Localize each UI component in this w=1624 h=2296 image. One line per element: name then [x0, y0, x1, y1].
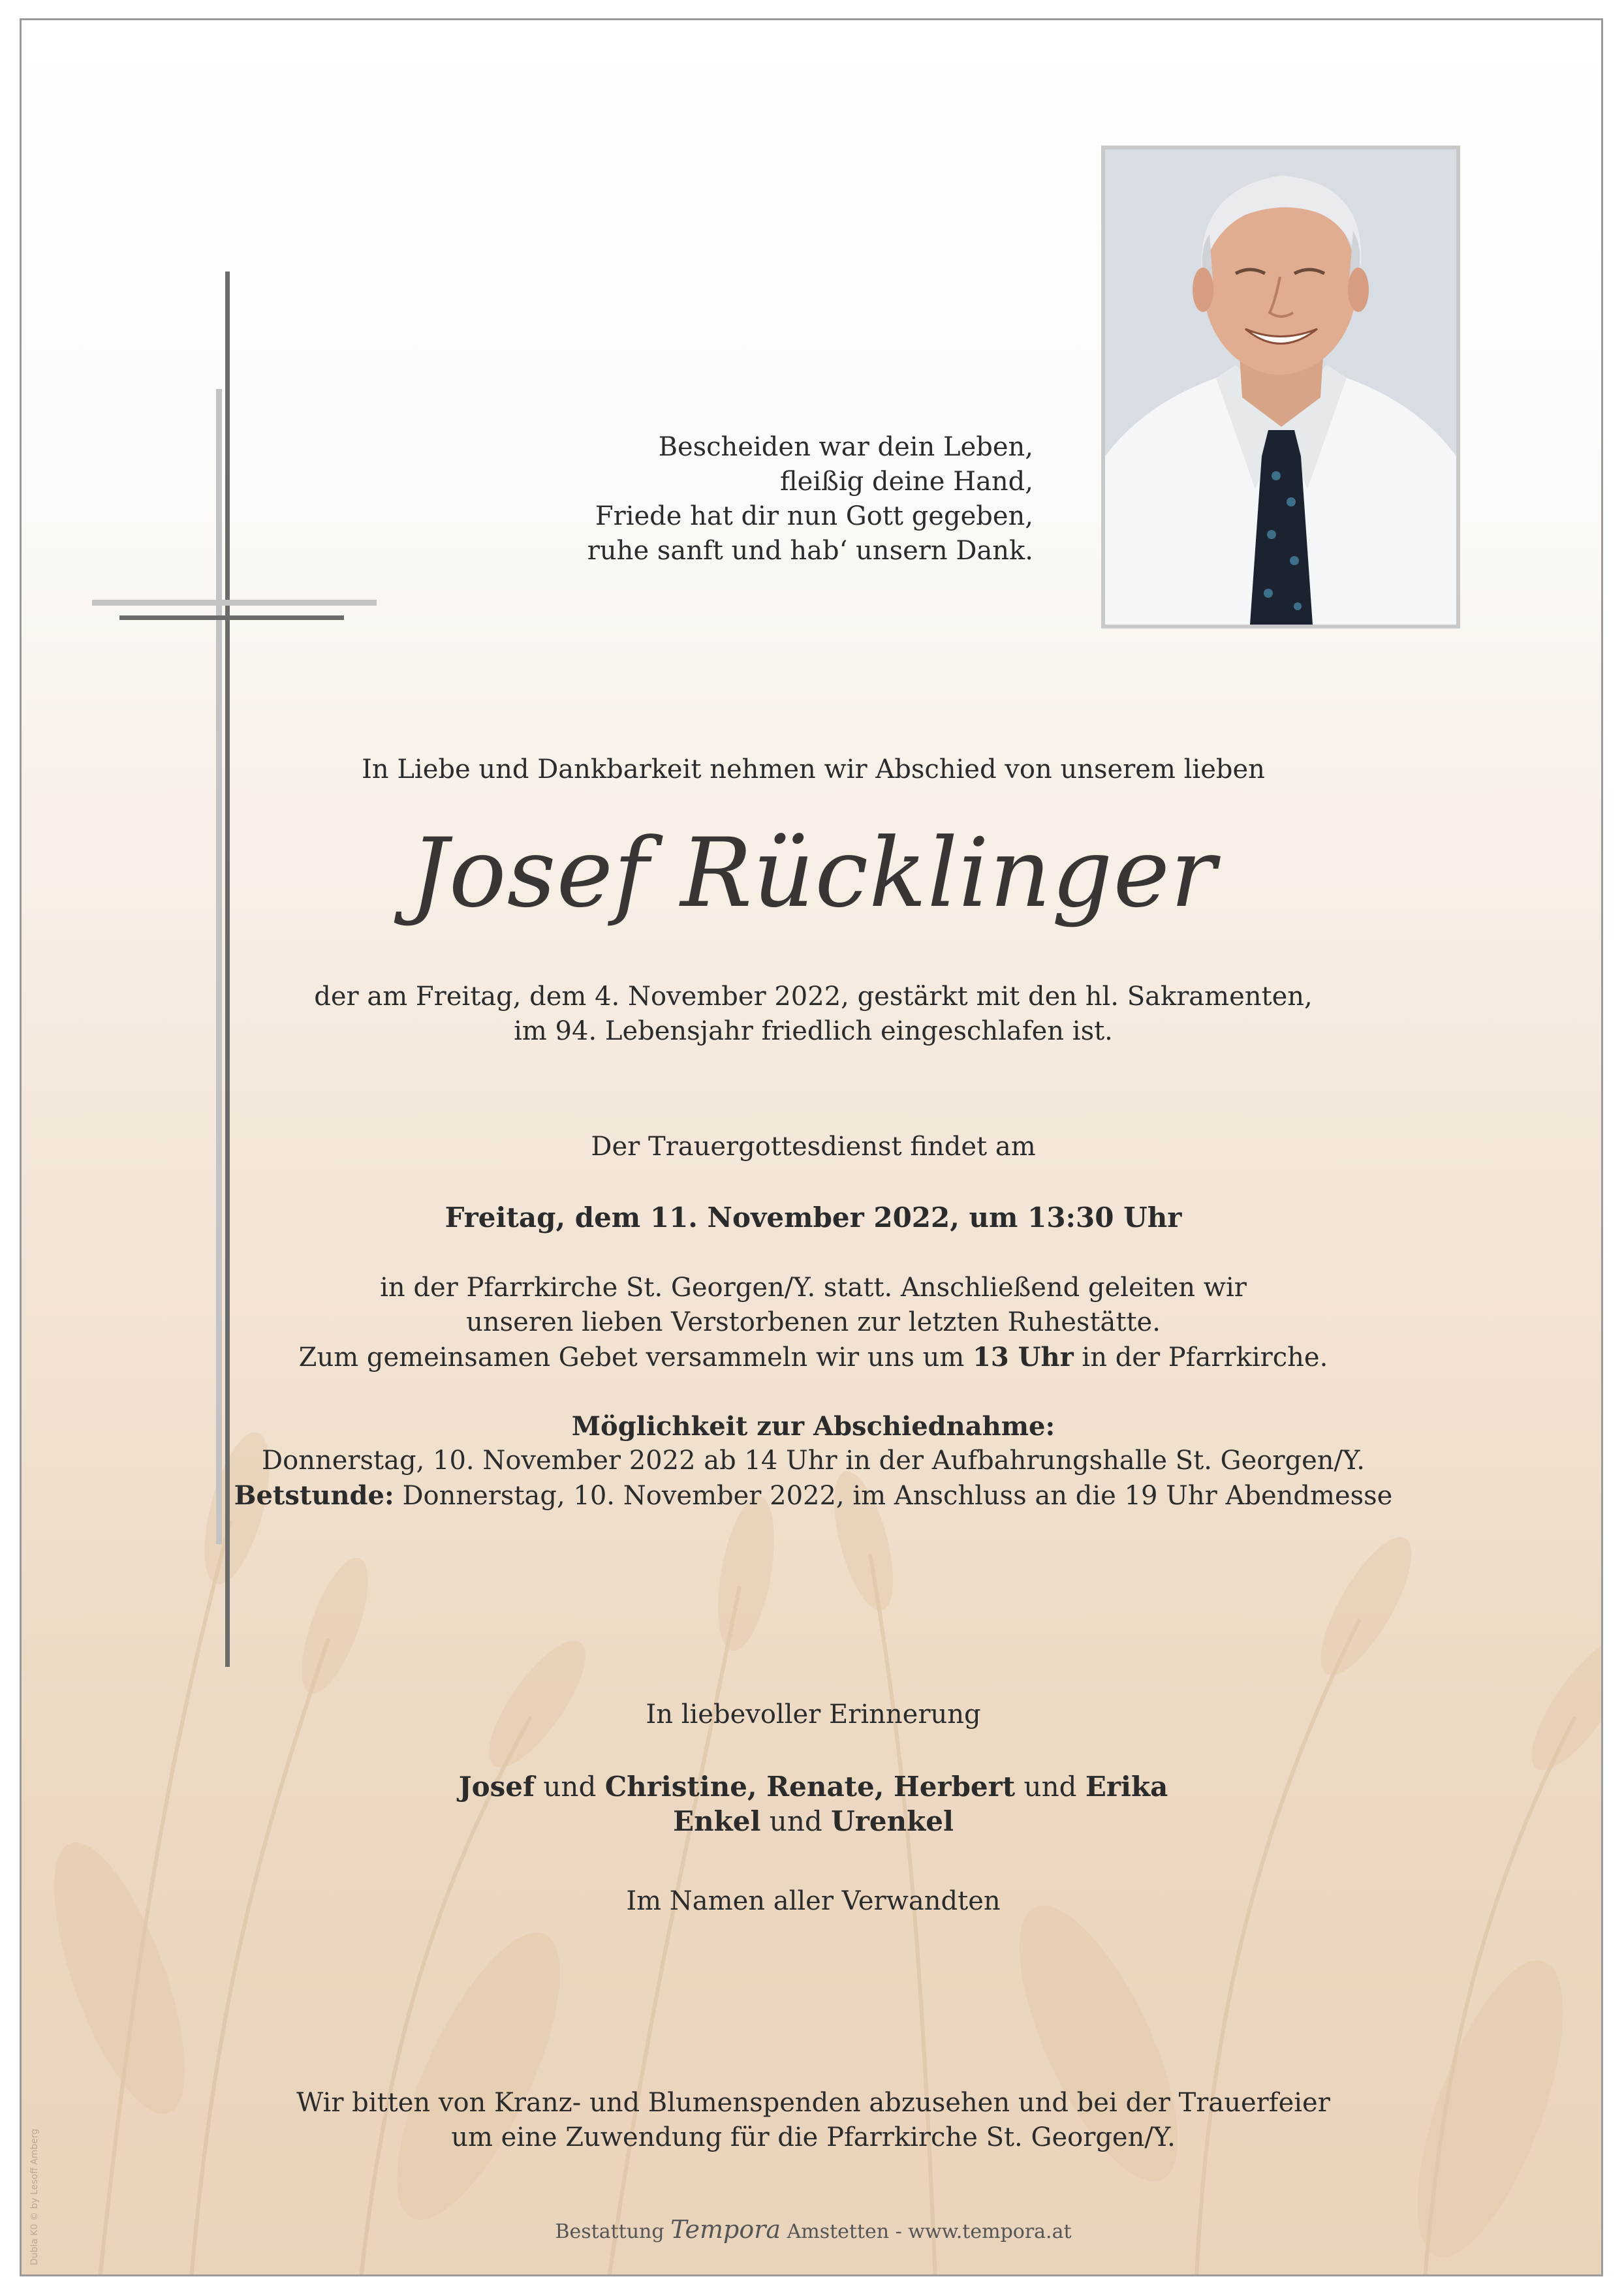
poem-line: Bescheiden war dein Leben,	[658, 432, 1033, 462]
poem-line: fleißig deine Hand,	[779, 467, 1033, 497]
donation-line-1: Wir bitten von Kranz- und Blumenspenden abzusehen und bei der Trauerfeier	[296, 2088, 1330, 2118]
poem-line: ruhe sanft und hab‘ unsern Dank.	[587, 536, 1033, 566]
funeral-home-logo: Tempora	[670, 2215, 781, 2244]
service-intro: Der Trauergottesdienst findet am	[591, 1132, 1036, 1162]
family-line-1: Josef und Christine, Renate, Herbert und Erika	[458, 1771, 1168, 1803]
death-line-2: im 94. Lebensjahr friedlich eingeschlafen ist.	[514, 1016, 1113, 1046]
obituary-card	[20, 18, 1603, 2276]
poem-line: Friede hat dir nun Gott gegeben,	[595, 501, 1033, 531]
farewell-line: Donnerstag, 10. November 2022 ab 14 Uhr in der Aufbahrungshalle St. Georgen/Y.	[262, 1446, 1365, 1476]
poem	[587, 430, 1033, 568]
relatives-note: Im Namen aller Verwandten	[626, 1886, 1001, 1916]
service-line-2: unseren lieben Verstorbenen zur letzten Ruhestätte.	[466, 1307, 1161, 1337]
farewell-info	[22, 1409, 1603, 1513]
family-line-2: Enkel und Urenkel	[673, 1805, 954, 1837]
image-credit: Dubla K0 © by Lesoff Amberg	[29, 2128, 40, 2265]
cross-horizontal-dark	[119, 615, 344, 620]
prayer-hour-label: Betstunde:	[234, 1480, 394, 1511]
death-notice	[22, 980, 1603, 1049]
service-date: Freitag, dem 11. November 2022, um 13:30 Uhr	[445, 1202, 1182, 1233]
prayer-time: 13 Uhr	[973, 1342, 1074, 1373]
farewell-heading: Möglichkeit zur Abschiednahme:	[571, 1411, 1055, 1442]
donation-request	[22, 2086, 1603, 2155]
prayer-line: Zum gemeinsamen Gebet versammeln wir uns um 13 Uhr in der Pfarrkirche.	[298, 1342, 1328, 1373]
donation-line-2: um eine Zuwendung für die Pfarrkirche St. Georgen/Y.	[451, 2122, 1176, 2152]
intro-text: In Liebe und Dankbarkeit nehmen wir Abschied von unserem lieben	[362, 754, 1265, 784]
service-line-1: in der Pfarrkirche St. Georgen/Y. statt. Anschließend geleiten wir	[380, 1273, 1247, 1303]
deceased-name: Josef Rücklinger	[410, 818, 1217, 929]
family-names	[22, 1769, 1603, 1838]
funeral-home-footer: Bestattung Tempora Amstetten - www.tempora.at	[555, 2215, 1072, 2244]
memory-heading: In liebevoller Erinnerung	[646, 1699, 981, 1730]
prayer-hour-line: Betstunde: Donnerstag, 10. November 2022, im Anschluss an die 19 Uhr Abendmesse	[234, 1480, 1393, 1511]
cross-horizontal-light	[92, 600, 377, 606]
death-line-1: der am Freitag, dem 4. November 2022, gestärkt mit den hl. Sakramenten,	[314, 982, 1313, 1012]
service-details	[22, 1271, 1603, 1375]
portrait-photo	[1101, 146, 1460, 628]
